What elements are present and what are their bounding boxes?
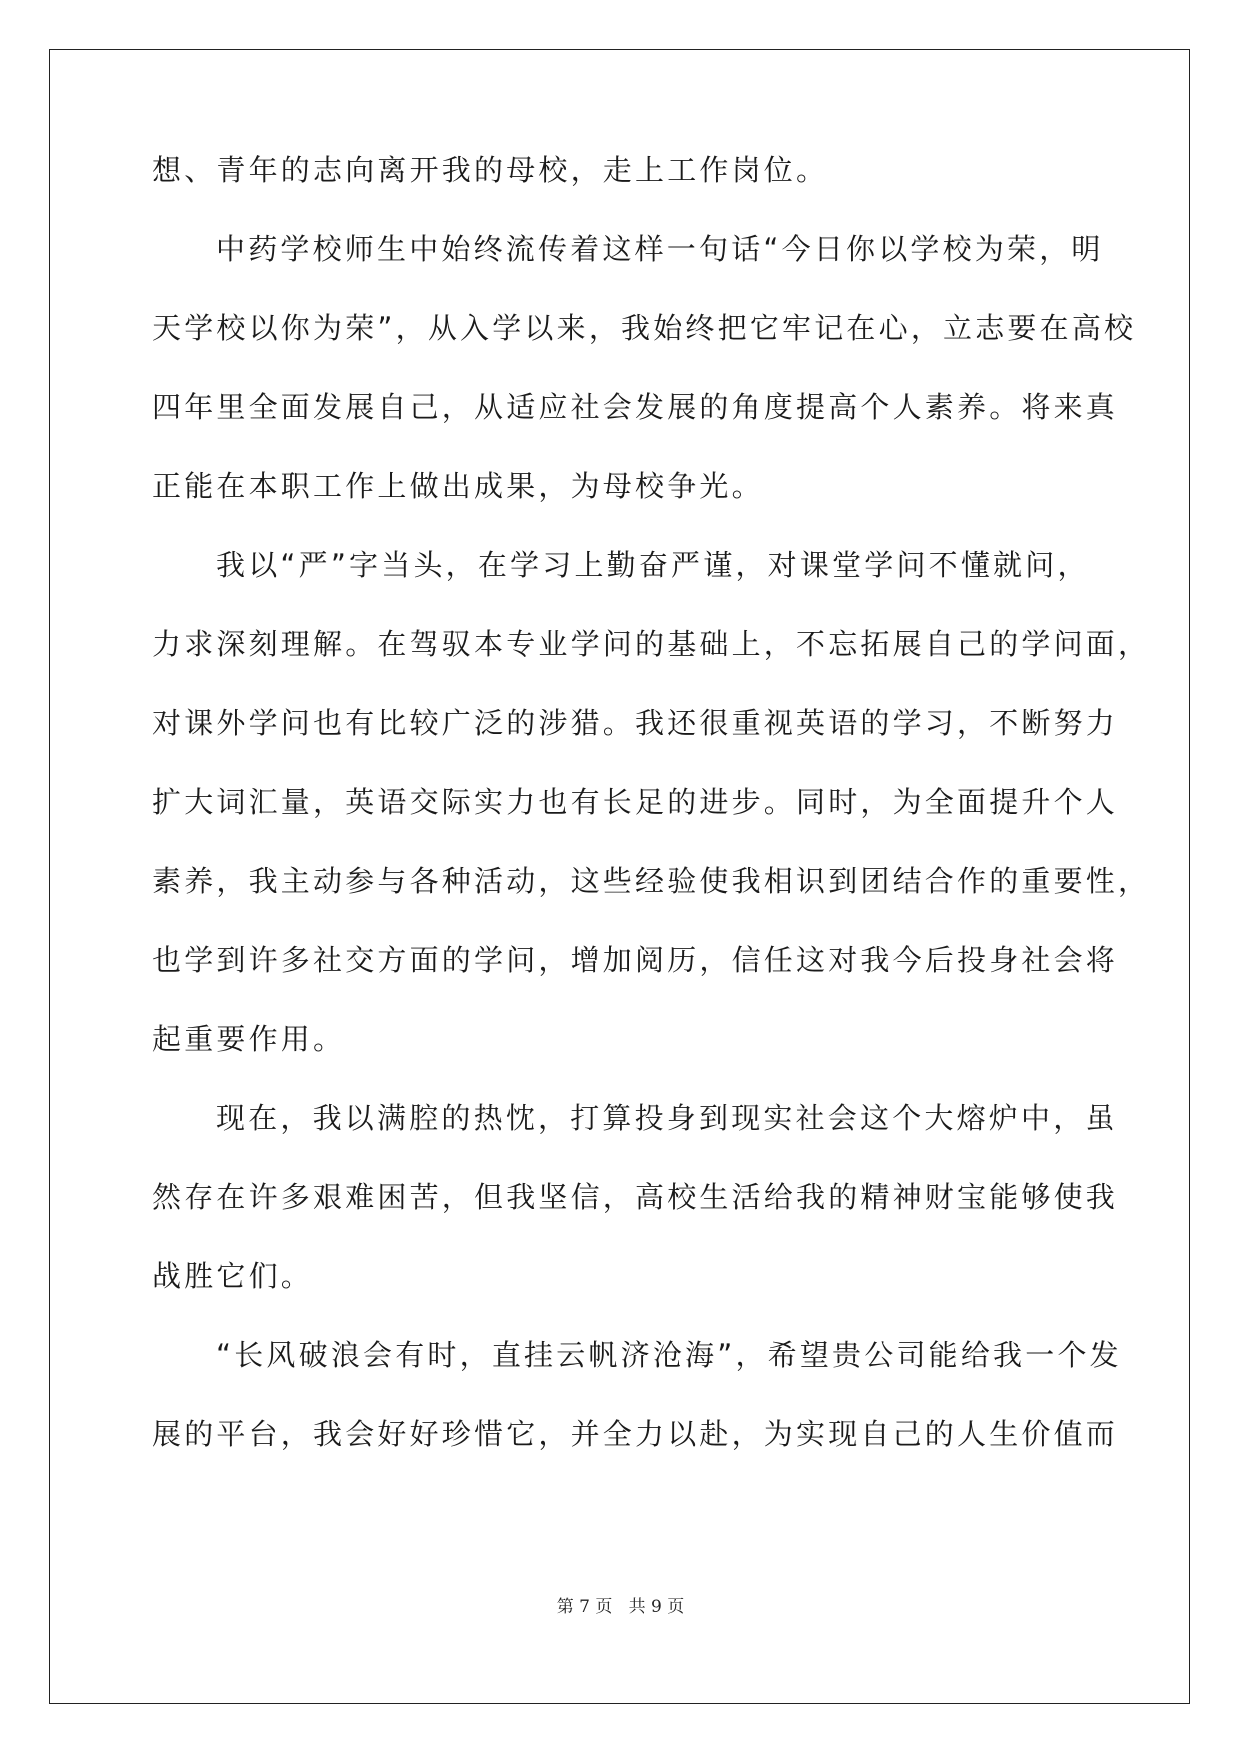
text-line: 也学到许多社交方面的学问，增加阅历，信任这对我今后投身社会将 [152, 943, 1119, 977]
text-line: 现在，我以满腔的热忱，打算投身到现实社会这个大熔炉中，虽 [216, 1101, 1118, 1135]
page-number: 第 7 页 [556, 1597, 613, 1617]
text-line: 中药学校师生中始终流传着这样一句话“今日你以学校为荣，明 [216, 232, 1104, 266]
page-footer [0, 1595, 1241, 1619]
text-line: 力求深刻理解。在驾驭本专业学问的基础上，不忘拓展自己的学问面， [152, 627, 1151, 661]
text-line: 展的平台，我会好好珍惜它，并全力以赴，为实现自己的人生价值而 [152, 1417, 1119, 1451]
text-line: 起重要作用。 [152, 1022, 346, 1056]
text-line: 战胜它们。 [152, 1259, 314, 1293]
text-line: 素养，我主动参与各种活动，这些经验使我相识到团结合作的重要性， [152, 864, 1151, 898]
text-line: 想、青年的志向离开我的母校，走上工作岗位。 [152, 153, 829, 187]
document-body [152, 150, 1151, 1454]
text-line: “长风破浪会有时，直挂云帆济沧海”，希望贵公司能给我一个发 [216, 1338, 1122, 1372]
text-line: 然存在许多艰难困苦，但我坚信，高校生活给我的精神财宝能够使我 [152, 1180, 1119, 1214]
text-line: 天学校以你为荣”，从入学以来，我始终把它牢记在心，立志要在高校 [152, 311, 1137, 345]
text-line: 对课外学问也有比较广泛的涉猎。我还很重视英语的学习，不断努力 [152, 706, 1119, 740]
text-line: 我以“严”字当头，在学习上勤奋严谨，对课堂学问不懂就问， [216, 548, 1090, 582]
text-line: 正能在本职工作上做出成果，为母校争光。 [152, 469, 764, 503]
text-line: 四年里全面发展自己，从适应社会发展的角度提高个人素养。将来真 [152, 390, 1119, 424]
page-total: 共 9 页 [628, 1597, 685, 1617]
text-line: 扩大词汇量，英语交际实力也有长足的进步。同时，为全面提升个人 [152, 785, 1119, 819]
